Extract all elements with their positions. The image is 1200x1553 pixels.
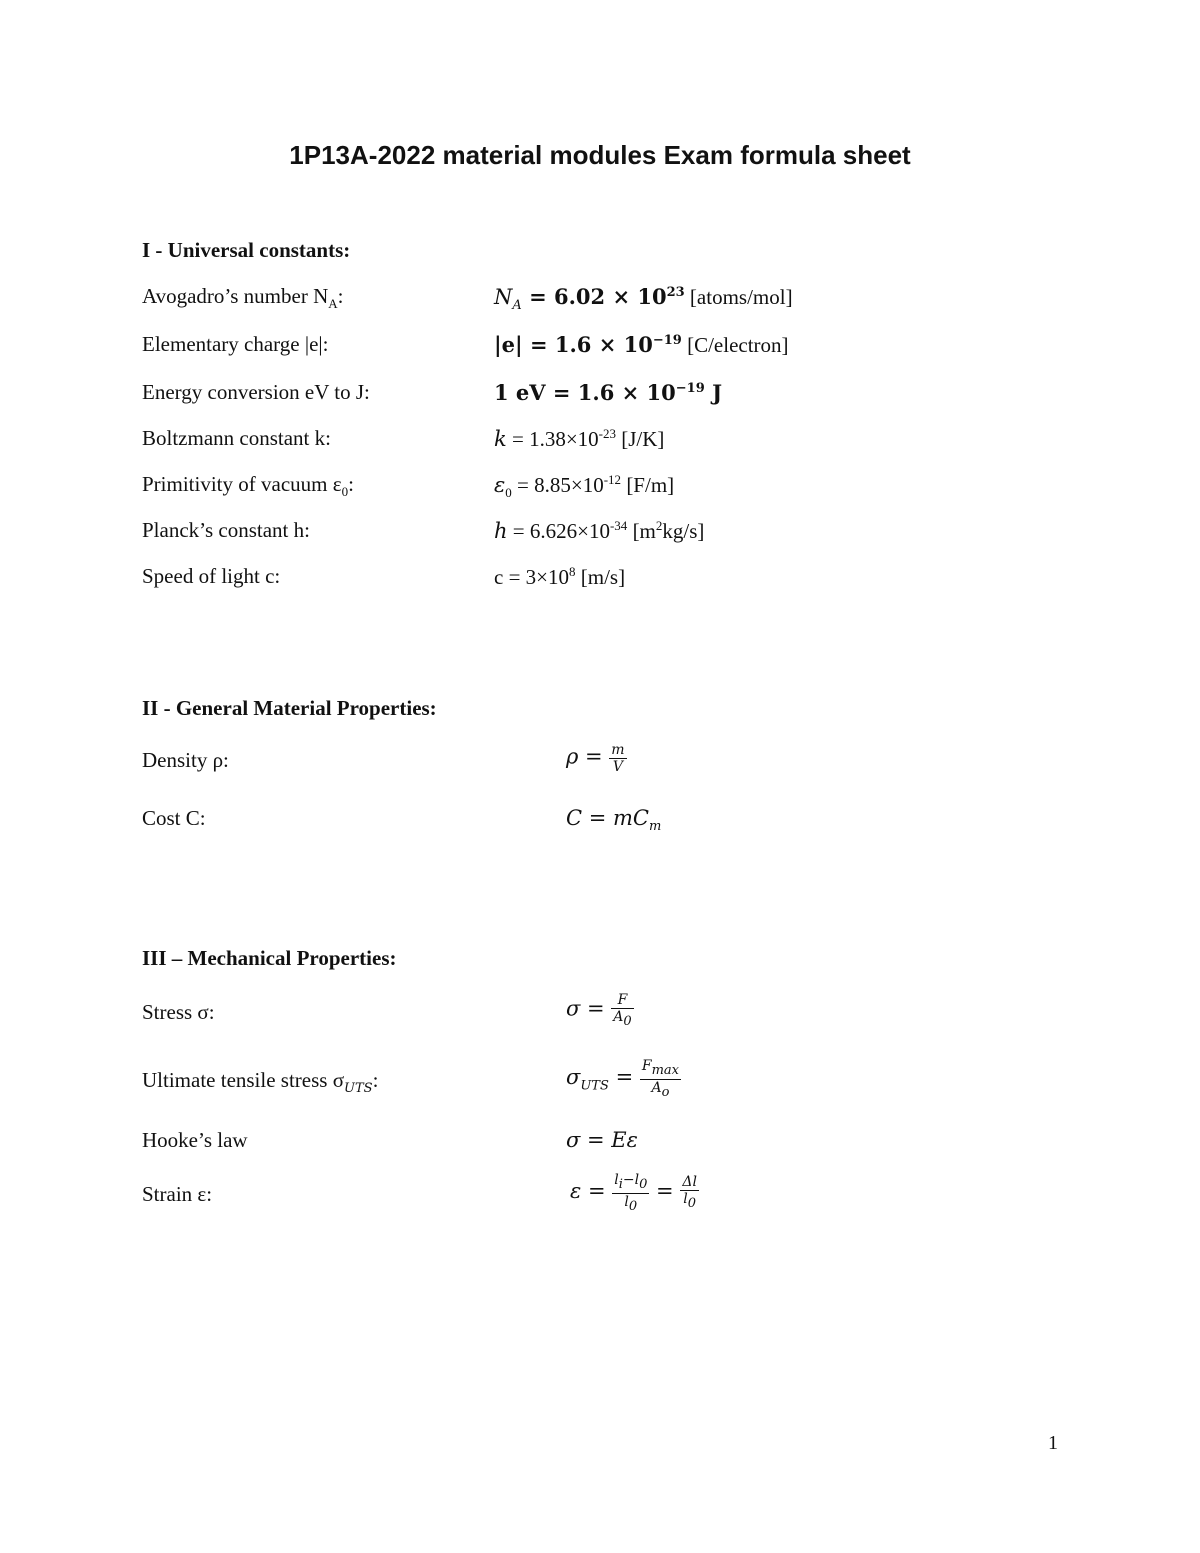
constant-label: Primitivity of vacuum $\varepsilon_0$: (142, 472, 354, 500)
constant-value: $N_A = 6.02 \times 10^{23}$ [atoms/mol] (494, 284, 793, 314)
fraction: $\frac{l_i-l_0}{l_0}$ (614, 1172, 648, 1214)
section-heading-general-properties: II - General Material Properties: (142, 696, 437, 720)
constant-label: Energy conversion eV to J: (142, 380, 370, 404)
constant-row-boltzmann (142, 426, 1142, 466)
constant-value: $c = 3\times 10^8$ [m/s] (494, 564, 626, 589)
constant-value: $k = 1.38\times 10^{-23}$ [J/K] (494, 426, 665, 451)
formula-label: Cost C: (142, 806, 206, 830)
section-heading-mechanical-properties: III – Mechanical Properties: (142, 946, 397, 970)
constant-label: Avogadro’s number $N_A$: (142, 284, 344, 312)
formula-expression: $C = mC_m$ (566, 806, 662, 835)
fraction: $\frac{m}{V}$ (611, 742, 625, 775)
formula-row-uts (142, 1058, 1142, 1104)
constant-row-ev-to-j (142, 380, 1142, 420)
fraction: $\frac{\Delta l}{l_0}$ (682, 1174, 697, 1212)
formula-expression: ε = $\frac{l_i-l_0}{l_0}$ = $\frac{\Delta l}{l_0}$ (570, 1172, 697, 1214)
constant-row-speed-of-light (142, 564, 1142, 604)
formula-expression: ρ = $\frac{m}{V}$ (566, 742, 625, 775)
formula-expression: σ = $\frac{F}{A_0}$ (566, 992, 632, 1029)
fraction: $\frac{F}{A_0}$ (613, 992, 632, 1029)
constant-value: $h = 6.626\times 10^{-34}$ $[m^2kg/s]$ (494, 518, 705, 543)
formula-row-hookes-law (142, 1128, 1142, 1168)
page-title: 1P13A-2022 material modules Exam formula sheet (289, 140, 911, 170)
constant-value: 1 eV = $1.6 \times 10^{-19}$ J (494, 380, 723, 405)
section-heading-universal-constants: I - Universal constants: (142, 238, 351, 262)
formula-label: Hooke’s law (142, 1128, 248, 1152)
formula-row-stress (142, 992, 1142, 1038)
constant-row-vacuum-permittivity (142, 472, 1142, 512)
constant-value: $|e| = 1.6 \times 10^{-19}$ [C/electron] (494, 332, 789, 357)
formula-label: Strain ε: (142, 1182, 213, 1206)
constant-row-avogadro (142, 284, 1142, 324)
constant-value: $\varepsilon_0 = 8.85\times 10^{-12}$ [F/m] (494, 472, 675, 501)
formula-label: Stress σ: (142, 1000, 215, 1024)
formula-label: Density ρ: (142, 748, 229, 772)
constant-label: Boltzmann constant k: (142, 426, 331, 450)
constant-label: Speed of light c: (142, 564, 281, 588)
formula-row-density (142, 742, 1142, 786)
fraction: $\frac{F_{max}}{A_o}$ (641, 1058, 679, 1100)
constant-row-elementary-charge (142, 332, 1142, 372)
formula-row-strain (142, 1172, 1142, 1222)
formula-row-cost (142, 806, 1142, 846)
formula-expression: σ = Eε (566, 1128, 638, 1152)
formula-label: Ultimate tensile stress $\sigma_{UTS}$: (142, 1068, 379, 1097)
formula-expression: $\sigma_{UTS}$ = $\frac{F_{max}}{A_o}$ (566, 1058, 679, 1100)
constant-label: Elementary charge |e|: (142, 332, 329, 356)
constant-label: Planck’s constant h: (142, 518, 310, 542)
constant-row-planck (142, 518, 1142, 558)
page-number: 1 (1048, 1432, 1058, 1454)
